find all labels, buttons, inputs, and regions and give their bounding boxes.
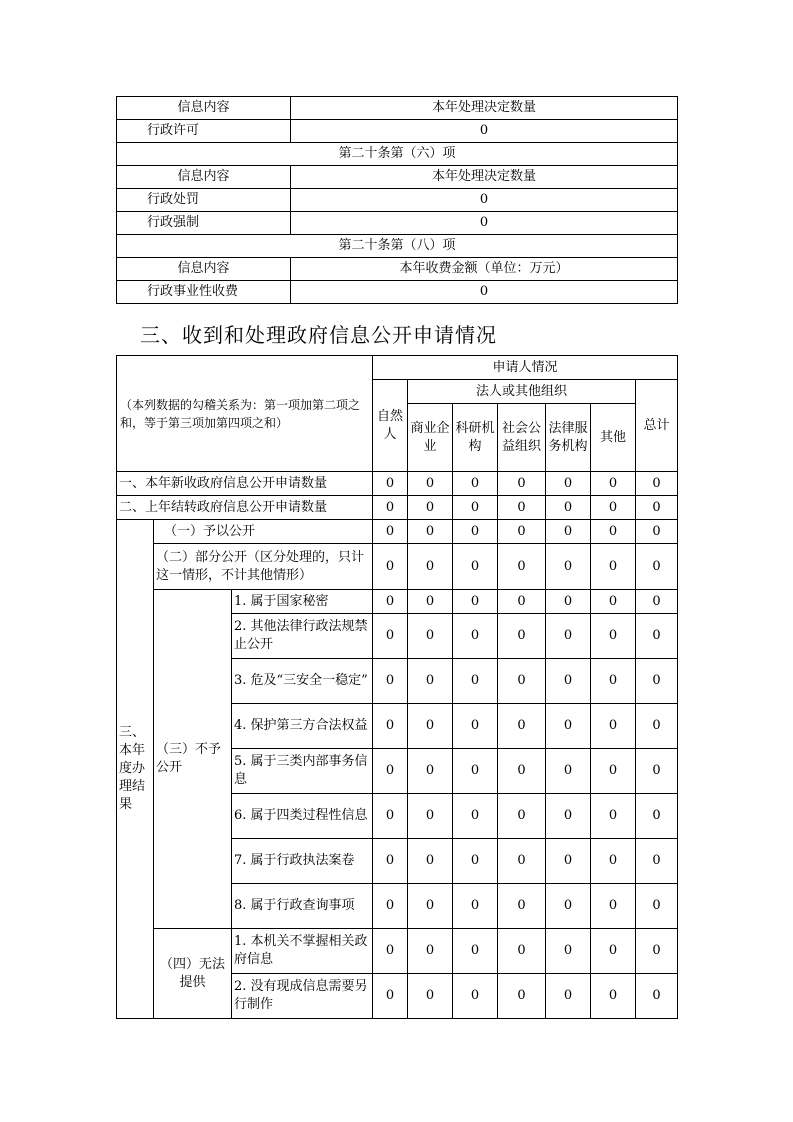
row-label: 1. 本机关不掌握相关政府信息 xyxy=(232,929,373,974)
header-content: 信息内容 xyxy=(117,258,291,281)
col-business: 商业企业 xyxy=(408,404,453,472)
value-cell: 0 xyxy=(453,590,498,614)
row-value: 0 xyxy=(291,212,678,235)
col-legal-service: 法律服务机构 xyxy=(546,404,591,472)
value-cell: 0 xyxy=(546,520,591,544)
table-row xyxy=(117,544,678,590)
value-cell: 0 xyxy=(636,472,678,496)
value-cell: 0 xyxy=(373,614,408,659)
row-label: 一、本年新收政府信息公开申请数量 xyxy=(117,472,373,496)
section-heading: 第二十条第（八）项 xyxy=(117,235,678,258)
col-social: 社会公益组织 xyxy=(498,404,546,472)
row-label: 2. 其他法律行政法规禁止公开 xyxy=(232,614,373,659)
value-cell: 0 xyxy=(636,749,678,794)
value-cell: 0 xyxy=(453,496,498,520)
row-label: （二）部分公开（区分处理的，只计这一情形，不计其他情形） xyxy=(154,544,373,590)
row-label: 4. 保护第三方合法权益 xyxy=(232,704,373,749)
value-cell: 0 xyxy=(408,590,453,614)
value-cell: 0 xyxy=(373,496,408,520)
value-cell: 0 xyxy=(636,839,678,884)
row-value: 0 xyxy=(291,189,678,212)
value-cell: 0 xyxy=(453,614,498,659)
value-cell: 0 xyxy=(546,839,591,884)
row-label: 8. 属于行政查询事项 xyxy=(232,884,373,929)
value-cell: 0 xyxy=(373,472,408,496)
value-cell: 0 xyxy=(591,520,636,544)
value-cell: 0 xyxy=(373,544,408,590)
legal-header: 法人或其他组织 xyxy=(408,380,636,404)
value-cell: 0 xyxy=(453,704,498,749)
value-cell: 0 xyxy=(591,839,636,884)
value-cell: 0 xyxy=(636,929,678,974)
table-row xyxy=(117,166,678,189)
value-cell: 0 xyxy=(498,974,546,1019)
table-row xyxy=(117,281,678,304)
value-cell: 0 xyxy=(591,544,636,590)
value-cell: 0 xyxy=(546,659,591,704)
value-cell: 0 xyxy=(408,659,453,704)
value-cell: 0 xyxy=(591,614,636,659)
value-cell: 0 xyxy=(546,472,591,496)
value-cell: 0 xyxy=(408,839,453,884)
value-cell: 0 xyxy=(453,749,498,794)
value-cell: 0 xyxy=(591,496,636,520)
value-cell: 0 xyxy=(373,659,408,704)
value-cell: 0 xyxy=(408,704,453,749)
value-cell: 0 xyxy=(453,794,498,839)
table-row xyxy=(117,212,678,235)
table-row xyxy=(117,235,678,258)
decision-table xyxy=(116,96,678,304)
value-cell: 0 xyxy=(408,614,453,659)
value-cell: 0 xyxy=(373,749,408,794)
value-cell: 0 xyxy=(408,544,453,590)
value-cell: 0 xyxy=(408,929,453,974)
value-cell: 0 xyxy=(373,929,408,974)
value-cell: 0 xyxy=(546,590,591,614)
table-row xyxy=(117,590,678,614)
table-row xyxy=(117,97,678,120)
row-label: 5. 属于三类内部事务信息 xyxy=(232,749,373,794)
result-label: 三、本年度办理结果 xyxy=(117,520,154,1019)
table-row xyxy=(117,929,678,974)
header-count: 本年处理决定数量 xyxy=(291,166,678,189)
value-cell: 0 xyxy=(498,472,546,496)
value-cell: 0 xyxy=(636,794,678,839)
value-cell: 0 xyxy=(453,974,498,1019)
header-content: 信息内容 xyxy=(117,166,291,189)
value-cell: 0 xyxy=(498,659,546,704)
row-label: 二、上年结转政府信息公开申请数量 xyxy=(117,496,373,520)
value-cell: 0 xyxy=(408,496,453,520)
value-cell: 0 xyxy=(546,704,591,749)
value-cell: 0 xyxy=(453,929,498,974)
table-row xyxy=(117,258,678,281)
value-cell: 0 xyxy=(591,794,636,839)
value-cell: 0 xyxy=(636,496,678,520)
value-cell: 0 xyxy=(408,884,453,929)
value-cell: 0 xyxy=(591,749,636,794)
value-cell: 0 xyxy=(498,590,546,614)
value-cell: 0 xyxy=(591,472,636,496)
value-cell: 0 xyxy=(408,472,453,496)
value-cell: 0 xyxy=(546,496,591,520)
value-cell: 0 xyxy=(453,884,498,929)
table-row xyxy=(117,472,678,496)
header-count: 本年处理决定数量 xyxy=(291,97,678,120)
row-label: 1. 属于国家秘密 xyxy=(232,590,373,614)
col-total: 总计 xyxy=(636,380,678,472)
value-cell: 0 xyxy=(498,496,546,520)
section-heading: 第二十条第（六）项 xyxy=(117,143,678,166)
row-value: 0 xyxy=(291,281,678,304)
value-cell: 0 xyxy=(636,520,678,544)
value-cell: 0 xyxy=(591,590,636,614)
value-cell: 0 xyxy=(498,704,546,749)
value-cell: 0 xyxy=(498,839,546,884)
value-cell: 0 xyxy=(453,520,498,544)
value-cell: 0 xyxy=(453,659,498,704)
unable-label: （四）无法提供 xyxy=(154,929,232,1019)
row-label: 行政处罚 xyxy=(117,189,291,212)
row-label: （一）予以公开 xyxy=(154,520,373,544)
value-cell: 0 xyxy=(636,974,678,1019)
not-open-label: （三）不予公开 xyxy=(154,590,232,929)
section-title: 三、收到和处理政府信息公开申请情况 xyxy=(140,323,497,347)
value-cell: 0 xyxy=(591,929,636,974)
value-cell: 0 xyxy=(453,472,498,496)
value-cell: 0 xyxy=(636,884,678,929)
value-cell: 0 xyxy=(591,884,636,929)
value-cell: 0 xyxy=(373,884,408,929)
row-label: 6. 属于四类过程性信息 xyxy=(232,794,373,839)
value-cell: 0 xyxy=(546,544,591,590)
value-cell: 0 xyxy=(636,614,678,659)
row-label: 2. 没有现成信息需要另行制作 xyxy=(232,974,373,1019)
value-cell: 0 xyxy=(636,590,678,614)
col-natural: 自然人 xyxy=(373,380,408,472)
value-cell: 0 xyxy=(408,974,453,1019)
application-table xyxy=(116,355,678,1019)
row-value: 0 xyxy=(291,120,678,143)
col-research: 科研机构 xyxy=(453,404,498,472)
value-cell: 0 xyxy=(498,929,546,974)
table-row xyxy=(117,120,678,143)
row-label: 行政事业性收费 xyxy=(117,281,291,304)
value-cell: 0 xyxy=(453,839,498,884)
table-row xyxy=(117,189,678,212)
row-label: 7. 属于行政执法案卷 xyxy=(232,839,373,884)
value-cell: 0 xyxy=(636,544,678,590)
header-fee: 本年收费金额（单位：万元） xyxy=(291,258,678,281)
value-cell: 0 xyxy=(373,974,408,1019)
row-label: 3. 危及“三安全一稳定” xyxy=(232,659,373,704)
value-cell: 0 xyxy=(373,704,408,749)
table-row xyxy=(117,143,678,166)
value-cell: 0 xyxy=(591,659,636,704)
col-other: 其他 xyxy=(591,404,636,472)
value-cell: 0 xyxy=(636,704,678,749)
value-cell: 0 xyxy=(498,520,546,544)
table-row xyxy=(117,496,678,520)
value-cell: 0 xyxy=(498,884,546,929)
value-cell: 0 xyxy=(591,704,636,749)
value-cell: 0 xyxy=(546,974,591,1019)
value-cell: 0 xyxy=(498,749,546,794)
value-cell: 0 xyxy=(546,614,591,659)
table-row xyxy=(117,356,678,380)
value-cell: 0 xyxy=(546,794,591,839)
value-cell: 0 xyxy=(546,884,591,929)
value-cell: 0 xyxy=(408,749,453,794)
row-label: 行政许可 xyxy=(117,120,291,143)
header-content: 信息内容 xyxy=(117,97,291,120)
value-cell: 0 xyxy=(498,544,546,590)
value-cell: 0 xyxy=(498,614,546,659)
value-cell: 0 xyxy=(636,659,678,704)
value-cell: 0 xyxy=(373,520,408,544)
value-cell: 0 xyxy=(453,544,498,590)
value-cell: 0 xyxy=(498,794,546,839)
table-row xyxy=(117,520,678,544)
row-label: 行政强制 xyxy=(117,212,291,235)
applicant-header: 申请人情况 xyxy=(373,356,678,380)
value-cell: 0 xyxy=(373,794,408,839)
value-cell: 0 xyxy=(373,839,408,884)
value-cell: 0 xyxy=(408,794,453,839)
value-cell: 0 xyxy=(373,590,408,614)
value-cell: 0 xyxy=(546,749,591,794)
note-cell: （本列数据的勾稽关系为：第一项加第二项之和，等于第三项加第四项之和） xyxy=(117,356,373,472)
value-cell: 0 xyxy=(591,974,636,1019)
value-cell: 0 xyxy=(546,929,591,974)
value-cell: 0 xyxy=(408,520,453,544)
